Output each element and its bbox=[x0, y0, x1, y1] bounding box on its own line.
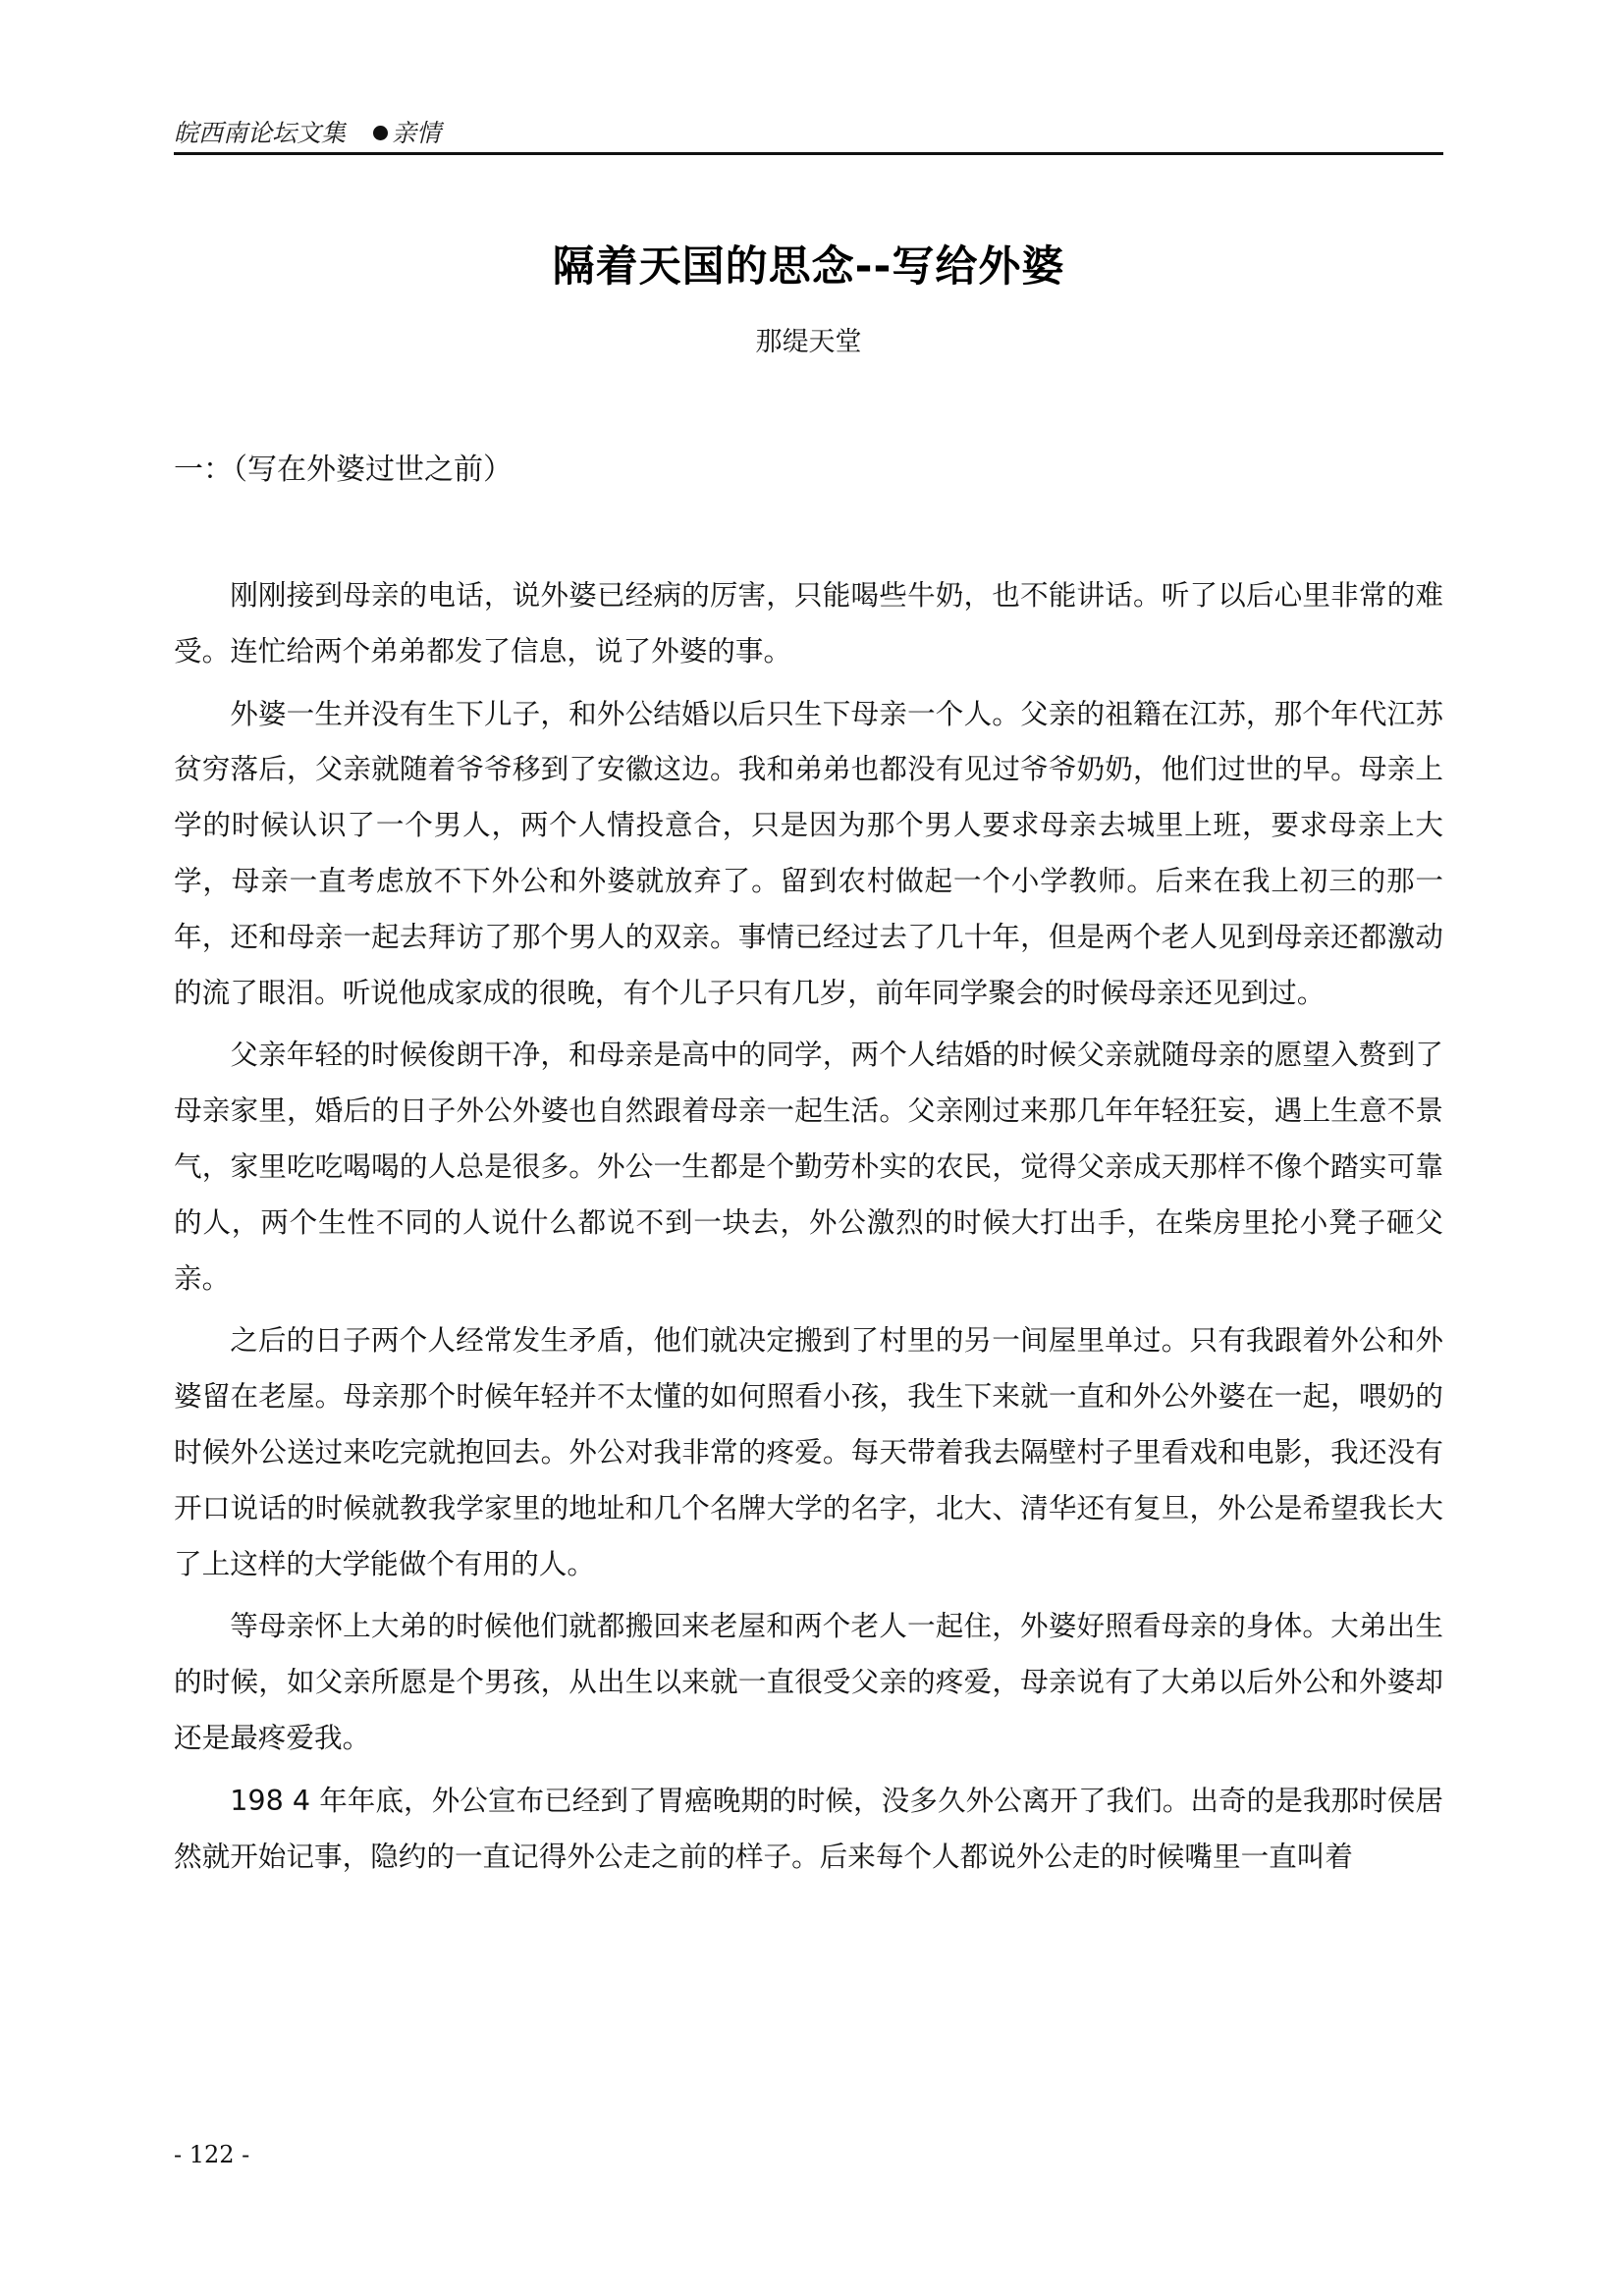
running-header bbox=[174, 114, 1441, 153]
article-author: 那缇天堂 bbox=[755, 327, 862, 357]
body-paragraph: 198 4 年年底，外公宣布已经到了胃癌晚期的时候，没多久外公离开了我们。出奇的是我那时侯居然就开始记事，隐约的一直记得外公走之前的样子。后来每个人都说外公走的时候嘴里一直叫着 bbox=[174, 1783, 1443, 1873]
header-divider bbox=[174, 152, 1443, 155]
body-paragraph: 外婆一生并没有生下儿子，和外公结婚以后只生下母亲一个人。父亲的祖籍在江苏，那个年代江苏贫穷落后，父亲就随着爷爷移到了安徽这边。我和弟弟也都没有见过爷爷奶奶，他们过世的早。母亲上学的时候认识了一个男人，两个人情投意合，只是因为那个男人要求母亲去城里上班，要求母亲上大学，母亲一直考虑放不下外公和外婆就放弃了。留到农村做起一个小学教师。后来在我上初三的那一年，还和母亲一起去拜访了那个男人的双亲。事情已经过去了几十年，但是两个老人见到母亲还都激动的流了眼泪。听说他成家成的很晚，有个儿子只有几岁，前年同学聚会的时候母亲还见到过。 bbox=[174, 696, 1443, 1009]
body-paragraph: 刚刚接到母亲的电话，说外婆已经病的厉害，只能喝些牛奶，也不能讲话。听了以后心里非常的难受。连忙给两个弟弟都发了信息，说了外婆的事。 bbox=[174, 578, 1443, 667]
bullet-icon bbox=[373, 126, 388, 140]
body-paragraph: 之后的日子两个人经常发生矛盾，他们就决定搬到了村里的另一间屋里单过。只有我跟着外公和外婆留在老屋。母亲那个时候年轻并不太懂的如何照看小孩，我生下来就一直和外公外婆在一起，喂奶的时候外公送过来吃完就抱回去。外公对我非常的疼爱。每天带着我去隔壁村子里看戏和电影，我还没有开口说话的时候就教我学家里的地址和几个名牌大学的名字，北大、清华还有复旦，外公是希望我长大了上这样的大学能做个有用的人。 bbox=[174, 1323, 1443, 1580]
category-name: 亲情 bbox=[392, 119, 442, 147]
page-number: - 122 - bbox=[174, 2141, 250, 2168]
body-paragraph: 等母亲怀上大弟的时候他们就都搬回来老屋和两个老人一起住，外婆好照看母亲的身体。大弟出生的时候，如父亲所愿是个男孩，从出生以来就一直很受父亲的疼爱，母亲说有了大弟以后外公和外婆却还是最疼爱我。 bbox=[174, 1609, 1443, 1754]
article-title: 隔着天国的思念--写给外婆 bbox=[552, 242, 1065, 292]
section-heading: 一：（写在外婆过世之前） bbox=[174, 453, 513, 487]
article-body bbox=[174, 567, 1443, 1891]
collection-name: 皖西南论坛文集 bbox=[174, 119, 347, 147]
body-paragraph: 父亲年轻的时候俊朗干净，和母亲是高中的同学，两个人结婚的时候父亲就随母亲的愿望入赘到了母亲家里，婚后的日子外公外婆也自然跟着母亲一起生活。父亲刚过来那几年年轻狂妄，遇上生意不景气，家里吃吃喝喝的人总是很多。外公一生都是个勤劳朴实的农民，觉得父亲成天那样不像个踏实可靠的人，两个生性不同的人说什么都说不到一块去，外公激烈的时候大打出手，在柴房里抡小凳子砸父亲。 bbox=[174, 1038, 1443, 1295]
